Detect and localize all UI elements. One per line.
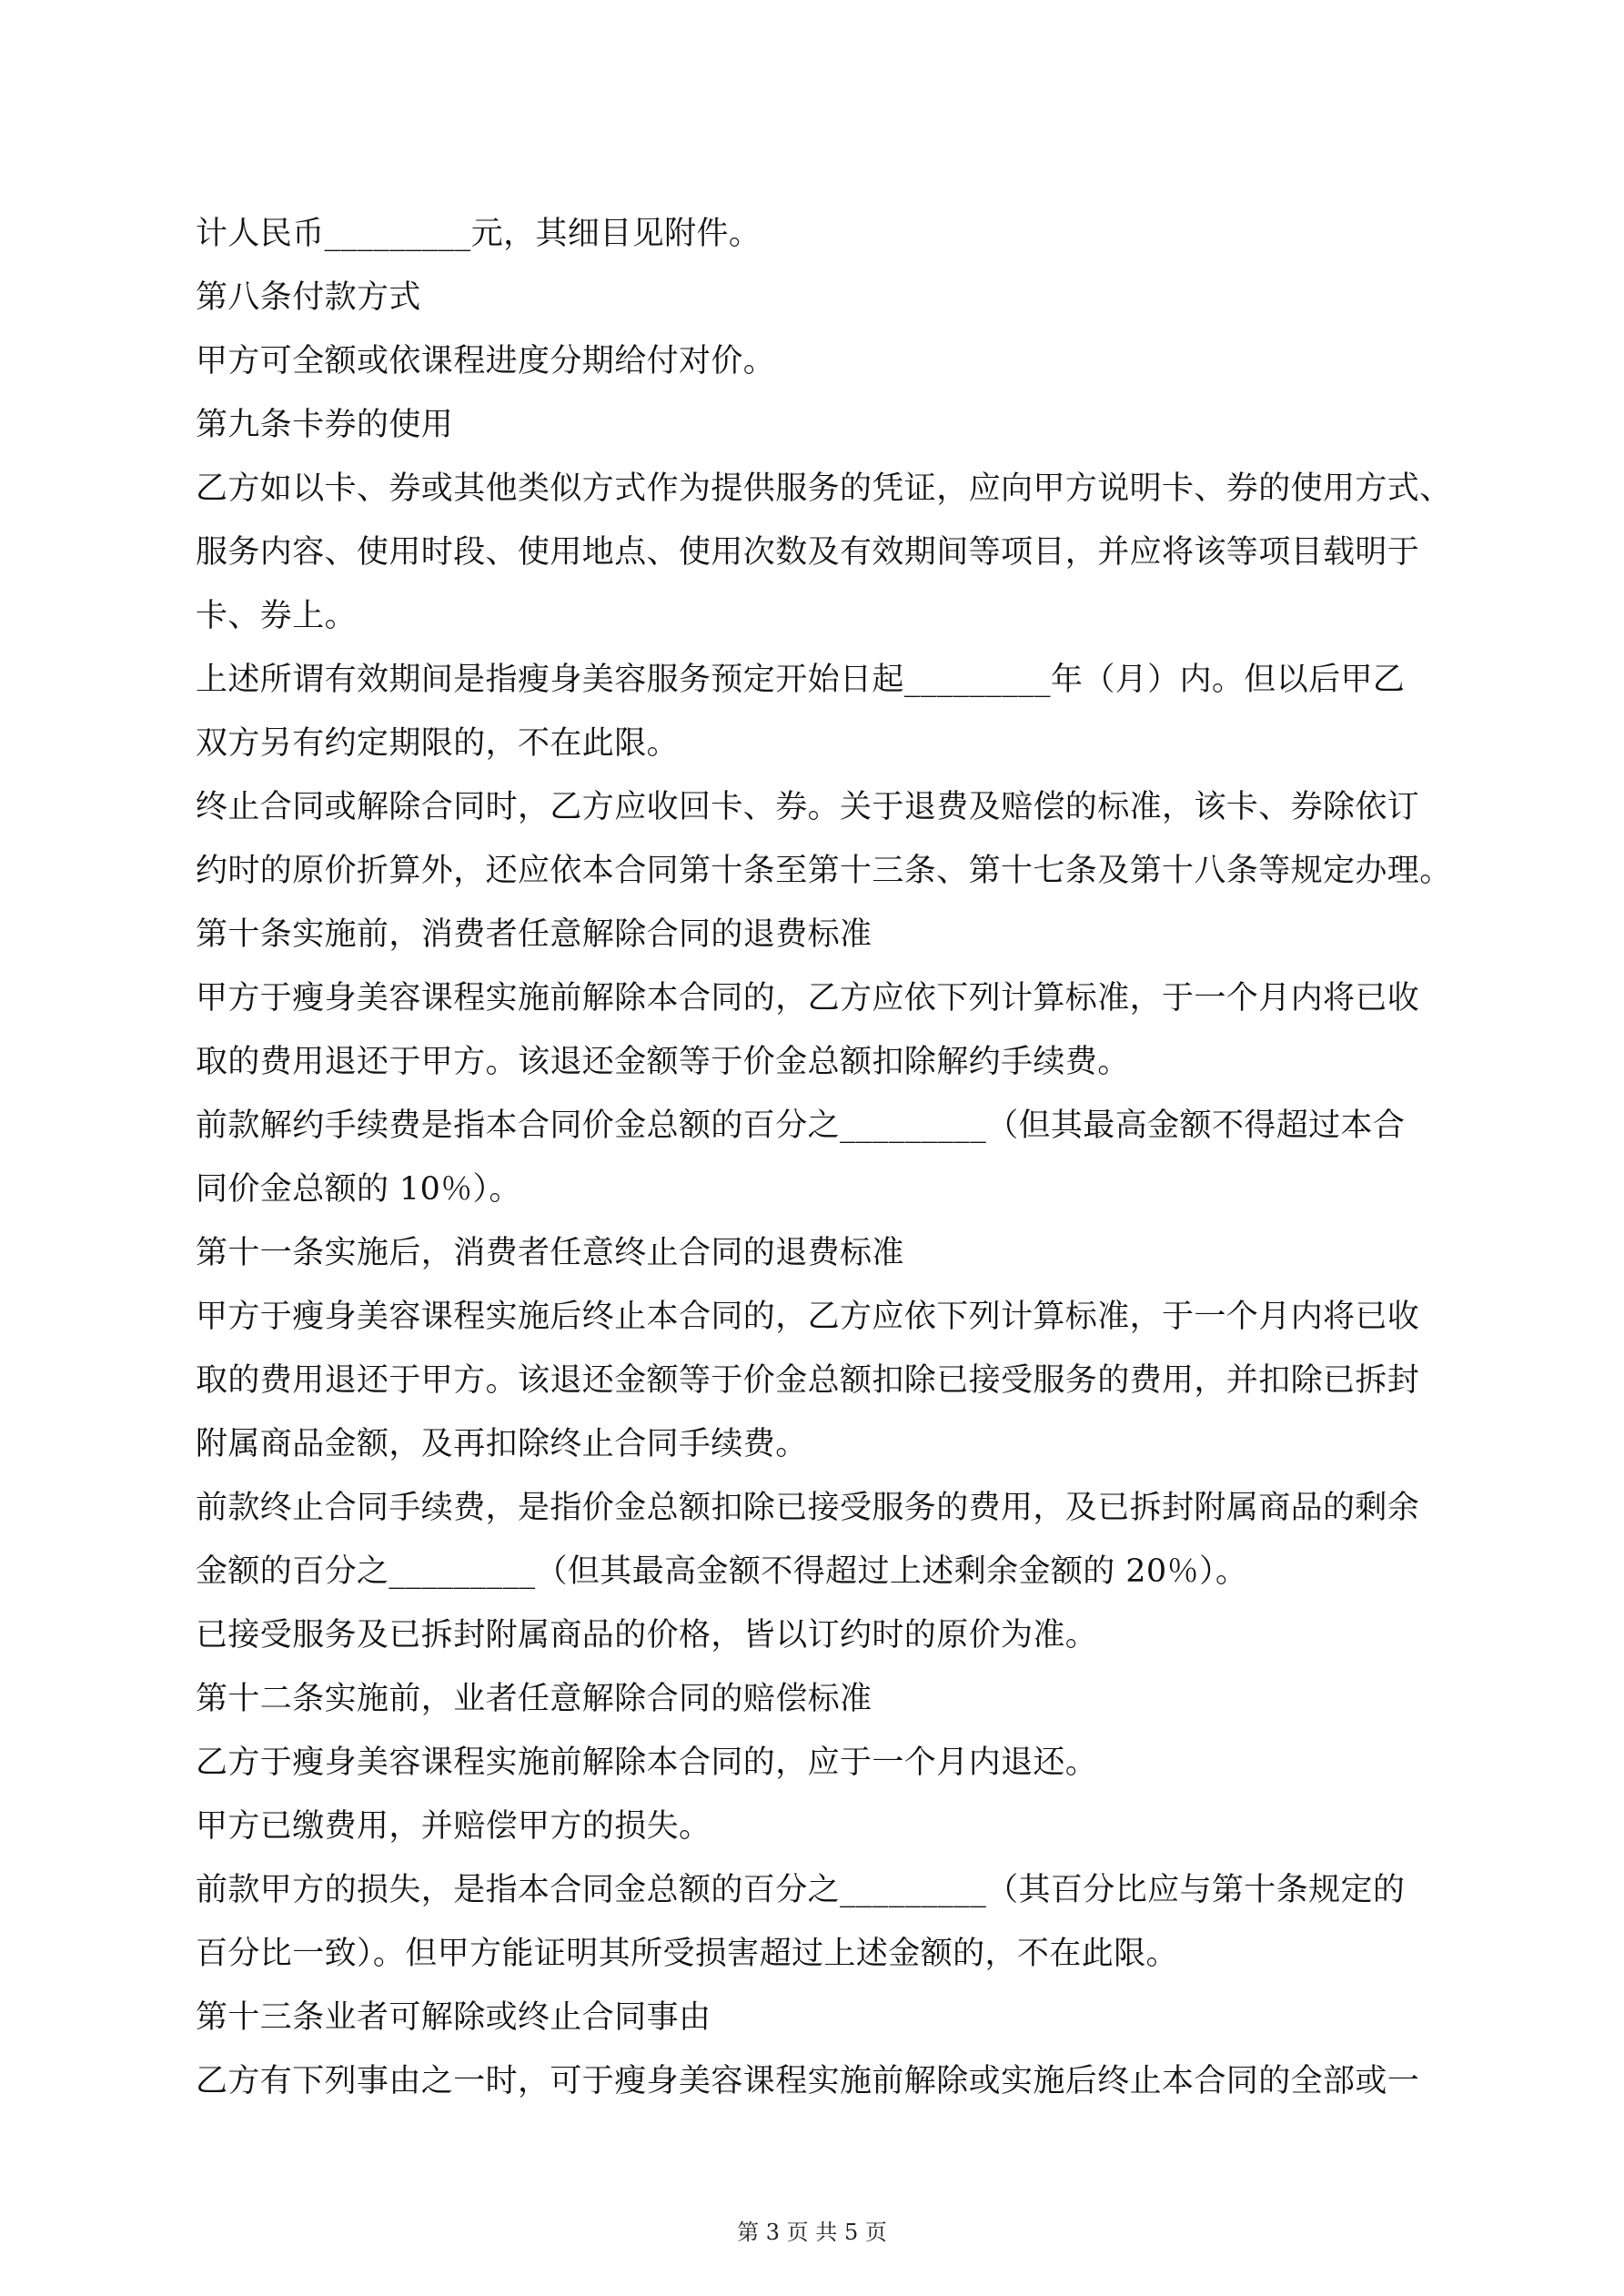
text-line: 第八条付款方式 (196, 279, 421, 316)
text-line: 卡、券上。 (196, 598, 358, 634)
text-line: 第十三条业者可解除或终止合同事由 (196, 1999, 711, 2036)
text-line: 甲方于瘦身美容课程实施后终止本合同的，乙方应依下列计算标准，于一个月内将已收 (196, 1299, 1420, 1335)
document-body (196, 202, 1452, 2113)
text-line: 乙方有下列事由之一时，可于瘦身美容课程实施前解除或实施后终止本合同的全部或一 (196, 2063, 1420, 2099)
text-line: 前款甲方的损失，是指本合同金总额的百分之_________（其百分比应与第十条规定的 (196, 1872, 1406, 1908)
text-line: 取的费用退还于甲方。该退还金额等于价金总额扣除已接受服务的费用，并扣除已拆封 (196, 1362, 1420, 1399)
text-line: 前款解约手续费是指本合同价金总额的百分之_________（但其最高金额不得超过本合 (196, 1108, 1406, 1144)
text-line: 乙方于瘦身美容课程实施前解除本合同的，应于一个月内退还。 (196, 1745, 1098, 1781)
text-line: 第九条卡券的使用 (196, 407, 454, 443)
text-line: 附属商品金额，及再扣除终止合同手续费。 (196, 1426, 808, 1462)
text-line: 终止合同或解除合同时，乙方应收回卡、券。关于退费及赔偿的标准，该卡、券除依订 (196, 789, 1420, 825)
text-line: 甲方已缴费用，并赔偿甲方的损失。 (196, 1808, 711, 1845)
text-line: 前款终止合同手续费，是指价金总额扣除已接受服务的费用，及已拆封附属商品的剩余 (196, 1490, 1420, 1526)
text-line: 乙方如以卡、券或其他类似方式作为提供服务的凭证，应向甲方说明卡、券的使用方式、 (196, 470, 1452, 507)
text-line: 服务内容、使用时段、使用地点、使用次数及有效期间等项目，并应将该等项目载明于 (196, 534, 1420, 571)
page-footer: 第 3 页 共 5 页 (737, 2220, 887, 2245)
text-line: 上述所谓有效期间是指瘦身美容服务预定开始日起_________年（月）内。但以后甲乙 (196, 662, 1406, 698)
text-line: 计人民币_________元，其细目见附件。 (196, 216, 762, 252)
text-line: 第十一条实施后，消费者任意终止合同的退费标准 (196, 1235, 904, 1271)
text-line: 同价金总额的 10％）。 (196, 1171, 521, 1208)
text-line: 取的费用退还于甲方。该退还金额等于价金总额扣除解约手续费。 (196, 1044, 1130, 1080)
text-line: 甲方于瘦身美容课程实施前解除本合同的，乙方应依下列计算标准，于一个月内将已收 (196, 980, 1420, 1017)
text-line: 甲方可全额或依课程进度分期给付对价。 (196, 343, 776, 379)
text-line: 约时的原价折算外，还应依本合同第十条至第十三条、第十七条及第十八条等规定办理。 (196, 853, 1452, 889)
text-line: 百分比一致）。但甲方能证明其所受损害超过上述金额的，不在此限。 (196, 1936, 1178, 1972)
text-line: 金额的百分之_________（但其最高金额不得超过上述剩余金额的 20％）。 (196, 1553, 1248, 1590)
text-line: 双方另有约定期限的，不在此限。 (196, 725, 680, 762)
text-line: 已接受服务及已拆封附属商品的价格，皆以订约时的原价为准。 (196, 1617, 1098, 1654)
text-line: 第十条实施前，消费者任意解除合同的退费标准 (196, 916, 873, 953)
text-line: 第十二条实施前，业者任意解除合同的赔偿标准 (196, 1681, 873, 1717)
